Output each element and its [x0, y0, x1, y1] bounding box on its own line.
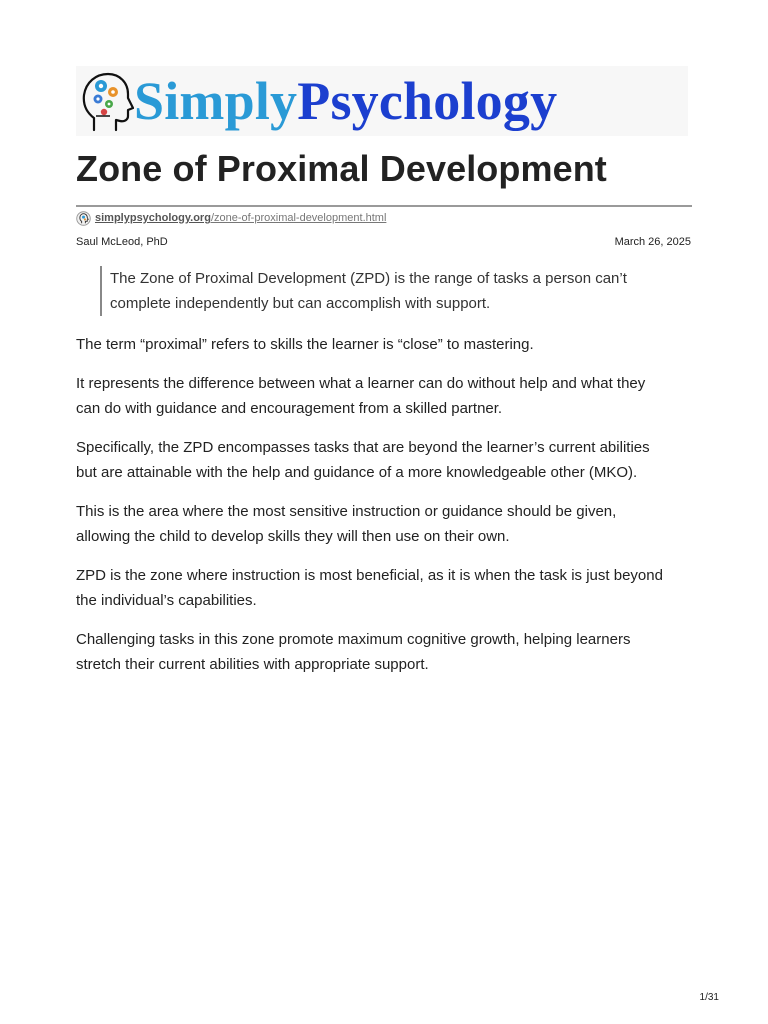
logo-text-psychology: Psychology: [297, 71, 558, 131]
paragraph-line: but are attainable with the help and guidance of a more knowledgeable other (MKO).: [76, 464, 638, 481]
summary-line: The Zone of Proximal Development (ZPD) is the range of tasks a person can’t: [110, 270, 627, 287]
logo-text-simply: Simply: [134, 71, 298, 131]
paragraph-line: It represents the difference between what a learner can do without help and what they: [76, 375, 646, 392]
paragraph-line: The term “proximal” refers to skills the learner is “close” to mastering.: [76, 336, 534, 353]
head-gears-icon: [78, 68, 134, 134]
summary-text: [110, 266, 698, 316]
paragraph-line: ZPD is the zone where instruction is most beneficial, as it is when the task is just beyond: [76, 567, 663, 584]
paragraph: [76, 435, 692, 485]
page-number: 1/31: [699, 992, 719, 1003]
paragraph-line: stretch their current abilities with appropriate support.: [76, 656, 429, 673]
site-logo[interactable]: [76, 66, 688, 136]
paragraph: [76, 332, 692, 357]
paragraph: [76, 499, 692, 549]
paragraph-line: Challenging tasks in this zone promote maximum cognitive growth, helping learners: [76, 631, 631, 648]
paragraph-line: allowing the child to develop skills they will then use on their own.: [76, 528, 510, 545]
paragraph-line: can do with guidance and encouragement from a skilled partner.: [76, 400, 503, 417]
paragraph-line: This is the area where the most sensitive instruction or guidance should be given,: [76, 503, 617, 520]
paragraph: [76, 563, 692, 613]
paragraph: [76, 371, 692, 421]
paragraph-line: Specifically, the ZPD encompasses tasks that are beyond the learner’s current abilities: [76, 439, 650, 456]
source-link[interactable]: [76, 210, 386, 226]
paragraph: [76, 627, 692, 677]
paragraph-line: the individual’s capabilities.: [76, 592, 257, 609]
summary-line: complete independently but can accomplish with support.: [110, 295, 491, 312]
page-title: Zone of Proximal Development: [76, 148, 607, 189]
source-path[interactable]: /zone-of-proximal-development.html: [210, 212, 387, 224]
source-domain[interactable]: simplypsychology.org: [95, 212, 211, 224]
article-body: [76, 332, 692, 691]
publish-date: March 26, 2025: [614, 236, 691, 248]
author-name: Saul McLeod, PhD: [76, 236, 168, 248]
summary-blockquote: [100, 266, 698, 316]
title-divider: [76, 205, 692, 207]
site-favicon-icon: [76, 211, 91, 226]
